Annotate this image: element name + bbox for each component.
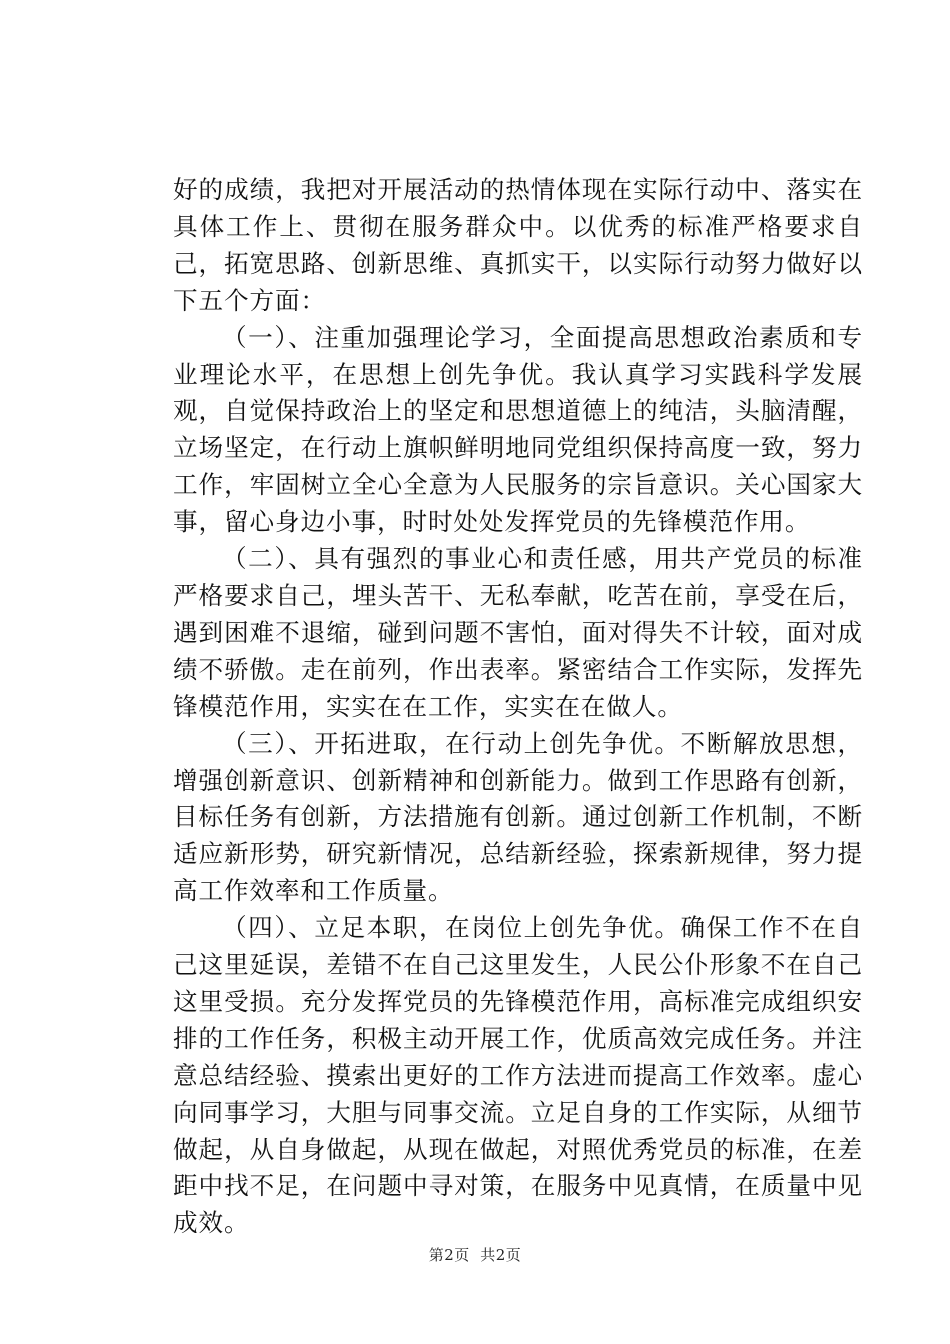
paragraph-intro-continuation: 好的成绩，我把对开展活动的热情体现在实际行动中、落实在具体工作上、贯彻在服务群众中。以优秀的标准严格要求自己，拓宽思路、创新思维、真抓实干，以实际行动努力做好以下五个方面： (173, 175, 863, 315)
paragraph-item-1: （一）、注重加强理论学习，全面提高思想政治素质和专业理论水平，在思想上创先争优。我认真学习实践科学发展观，自觉保持政治上的坚定和思想道德上的纯洁，头脑清醒，立场坚定，在行动上旗帜鲜明地同党组织保持高度一致，努力工作，牢固树立全心全意为人民服务的宗旨意识。关心国家大事，留心身边小事，时时处处发挥党员的先锋模范作用。 (173, 322, 863, 537)
document-body (173, 172, 863, 1242)
page-footer (0, 1244, 950, 1265)
paragraph-item-4: （四）、立足本职，在岗位上创先争优。确保工作不在自己这里延误，差错不在自己这里发生，人民公仆形象不在自己这里受损。充分发挥党员的先锋模范作用，高标准完成组织安排的工作任务，积极主动开展工作，优质高效完成任务。并注意总结经验、摸索出更好的工作方法进而提高工作效率。虚心向同事学习，大胆与同事交流。立足自身的工作实际，从细节做起，从自身做起，从现在做起，对照优秀党员的标准，在差距中找不足，在问题中寻对策，在服务中见真情，在质量中见成效。 (173, 913, 863, 1238)
page-number-label: 第2页 共2页 (428, 1246, 522, 1264)
paragraph-item-3: （三）、开拓进取，在行动上创先争优。不断解放思想，增强创新意识、创新精神和创新能力。做到工作思路有创新，目标任务有创新，方法措施有创新。通过创新工作机制，不断适应新形势，研究新情况，总结新经验，探索新规律，努力提高工作效率和工作质量。 (173, 728, 863, 906)
paragraph-item-2: （二）、具有强烈的事业心和责任感，用共产党员的标准严格要求自己，埋头苦干、无私奉献，吃苦在前，享受在后，遇到困难不退缩，碰到问题不害怕，面对得失不计较，面对成绩不骄傲。走在前列，作出表率。紧密结合工作实际，发挥先锋模范作用，实实在在工作，实实在在做人。 (173, 544, 863, 721)
